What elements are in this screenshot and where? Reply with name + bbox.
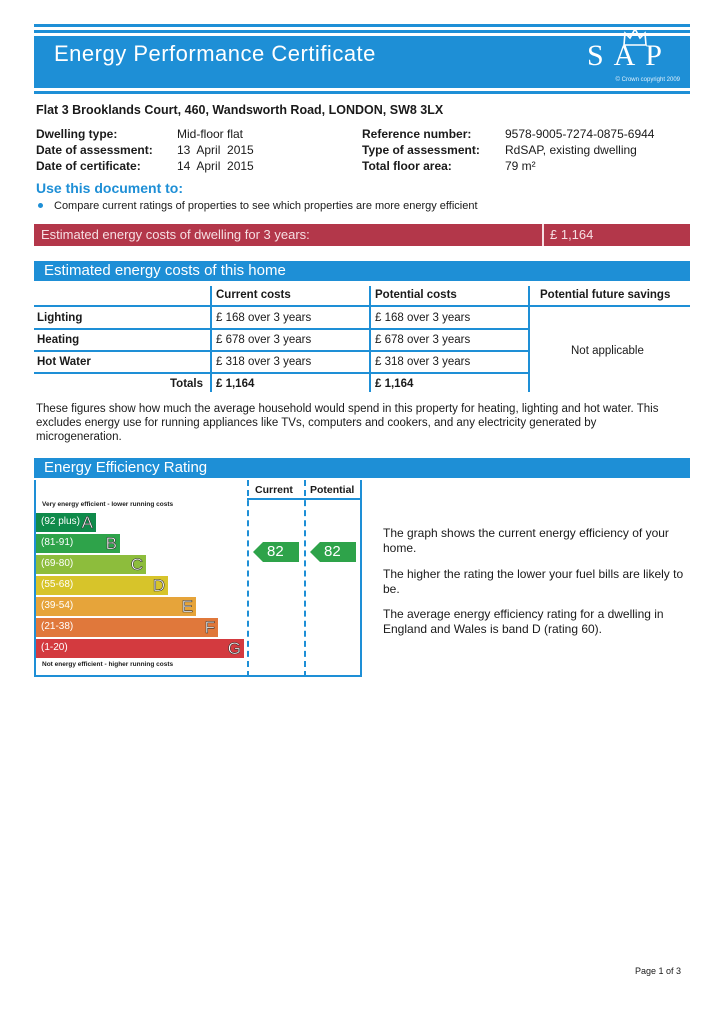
table-rule xyxy=(34,372,528,374)
header-potential-costs: Potential costs xyxy=(375,289,457,301)
band-letter: C xyxy=(130,555,143,574)
band-b xyxy=(36,534,120,553)
band-e xyxy=(36,597,196,616)
savings-value: Not applicable xyxy=(571,345,644,357)
assessment-type-value: RdSAP, existing dwelling xyxy=(505,143,637,157)
table-rule xyxy=(34,350,528,352)
assessment-date-value: 13 April 2015 xyxy=(177,143,254,157)
header-future-savings: Potential future savings xyxy=(540,289,671,301)
floor-area-label: Total floor area: xyxy=(362,159,452,173)
header-current-costs: Current costs xyxy=(216,289,291,301)
totals-current: £ 1,164 xyxy=(216,378,255,390)
lighting-current: £ 168 over 3 years xyxy=(216,312,312,324)
total-cost-label: Estimated energy costs of dwelling for 3 years: xyxy=(41,227,310,242)
top-caption: Very energy efficient - lower running costs xyxy=(42,501,174,508)
reference-number-label: Reference number: xyxy=(362,127,472,141)
current-rating-arrow-value: 82 xyxy=(267,543,284,560)
lighting-potential: £ 168 over 3 years xyxy=(375,312,471,324)
heating-current: £ 678 over 3 years xyxy=(216,334,312,346)
assessment-type-label: Type of assessment: xyxy=(362,143,480,157)
band-letter: B xyxy=(105,534,117,553)
bullet-dot xyxy=(38,203,43,208)
band-letter: E xyxy=(181,597,193,616)
band-a xyxy=(36,513,96,532)
chart-divider xyxy=(247,480,249,677)
hot-water-potential: £ 318 over 3 years xyxy=(375,356,471,368)
current-rating-arrow xyxy=(253,542,299,562)
copyright-text: © Crown copyright 2009 xyxy=(615,77,680,83)
potential-rating-arrow xyxy=(310,542,356,562)
header-banner xyxy=(34,36,690,88)
table-divider xyxy=(369,286,371,392)
row-label-hot-water: Hot Water xyxy=(37,356,91,368)
band-letter: A xyxy=(81,513,93,532)
band-range: (92 plus) xyxy=(41,516,80,527)
band-range: (39-54) xyxy=(41,600,74,611)
total-cost-divider xyxy=(542,224,544,246)
bullet-item: Compare current ratings of properties to see which properties are more energy efficient xyxy=(54,200,478,212)
band-letter: G xyxy=(227,639,241,658)
band-range: (1-20) xyxy=(41,642,68,653)
band-range: (55-68) xyxy=(41,579,74,590)
dwelling-type-value: Mid-floor flat xyxy=(177,127,244,141)
assessment-date-label: Date of assessment: xyxy=(36,143,153,157)
potential-rating-arrow-value: 82 xyxy=(324,543,341,560)
page-number: Page 1 of 3 xyxy=(635,966,682,976)
band-range: (81-91) xyxy=(41,537,74,548)
table-divider xyxy=(528,286,530,392)
costs-explanation: These figures show how much the average household would spend in this property for heating, lighting and hot water. This excludes energy use for running appliances like TVs, computers and cookers, and any electricity generated by microgeneration. xyxy=(36,403,659,443)
dwelling-type-label: Dwelling type: xyxy=(36,127,118,141)
floor-area-value: 79 m² xyxy=(505,159,536,173)
page-title: Energy Performance Certificate xyxy=(54,41,376,66)
row-label-heating: Heating xyxy=(37,334,80,346)
costs-section-title: Estimated energy costs of this home xyxy=(44,262,286,279)
hot-water-current: £ 318 over 3 years xyxy=(216,356,312,368)
total-cost-bar xyxy=(34,224,690,246)
table-divider xyxy=(210,286,212,392)
explanation-3: The average energy efficiency rating for a dwelling in England and Wales is band D (rating 60). xyxy=(383,607,664,636)
explanation-1: The graph shows the current energy efficiency of your home. xyxy=(383,526,669,555)
band-range: (69-80) xyxy=(41,558,74,569)
property-address: Flat 3 Brooklands Court, 460, Wandsworth Road, LONDON, SW8 3LX xyxy=(36,103,444,117)
totals-potential: £ 1,164 xyxy=(375,378,414,390)
total-cost-value: £ 1,164 xyxy=(550,227,594,242)
certificate-date-value: 14 April 2015 xyxy=(177,159,254,173)
costs-section-bar xyxy=(34,261,690,281)
reference-number-value: 9578-9005-7274-0875-6944 xyxy=(505,127,655,141)
certificate-date-label: Date of certificate: xyxy=(36,159,141,173)
table-rule xyxy=(34,328,528,330)
efficiency-section-title: Energy Efficiency Rating xyxy=(44,459,208,476)
totals-label: Totals xyxy=(170,378,204,390)
band-letter: D xyxy=(152,576,165,595)
row-label-lighting: Lighting xyxy=(37,312,83,324)
band-c xyxy=(36,555,146,574)
banner-top-rule-2 xyxy=(34,30,690,33)
use-document-heading: Use this document to: xyxy=(36,180,184,196)
heating-potential: £ 678 over 3 years xyxy=(375,334,471,346)
band-range: (21-38) xyxy=(41,621,74,632)
banner-bottom-rule xyxy=(34,91,690,94)
column-current: Current xyxy=(255,484,293,496)
banner-top-rule xyxy=(34,24,690,27)
sap-logo: SAP xyxy=(586,39,672,72)
band-g xyxy=(36,639,244,658)
efficiency-section-bar xyxy=(34,458,690,478)
band-d xyxy=(36,576,168,595)
chart-divider xyxy=(304,480,306,677)
table-rule xyxy=(34,305,690,307)
band-f xyxy=(36,618,218,637)
bottom-caption: Not energy efficient - higher running costs xyxy=(42,661,174,668)
column-potential: Potential xyxy=(310,484,355,496)
explanation-2: The higher the rating the lower your fuel bills are likely to be. xyxy=(383,567,684,596)
band-letter: F xyxy=(204,618,215,637)
